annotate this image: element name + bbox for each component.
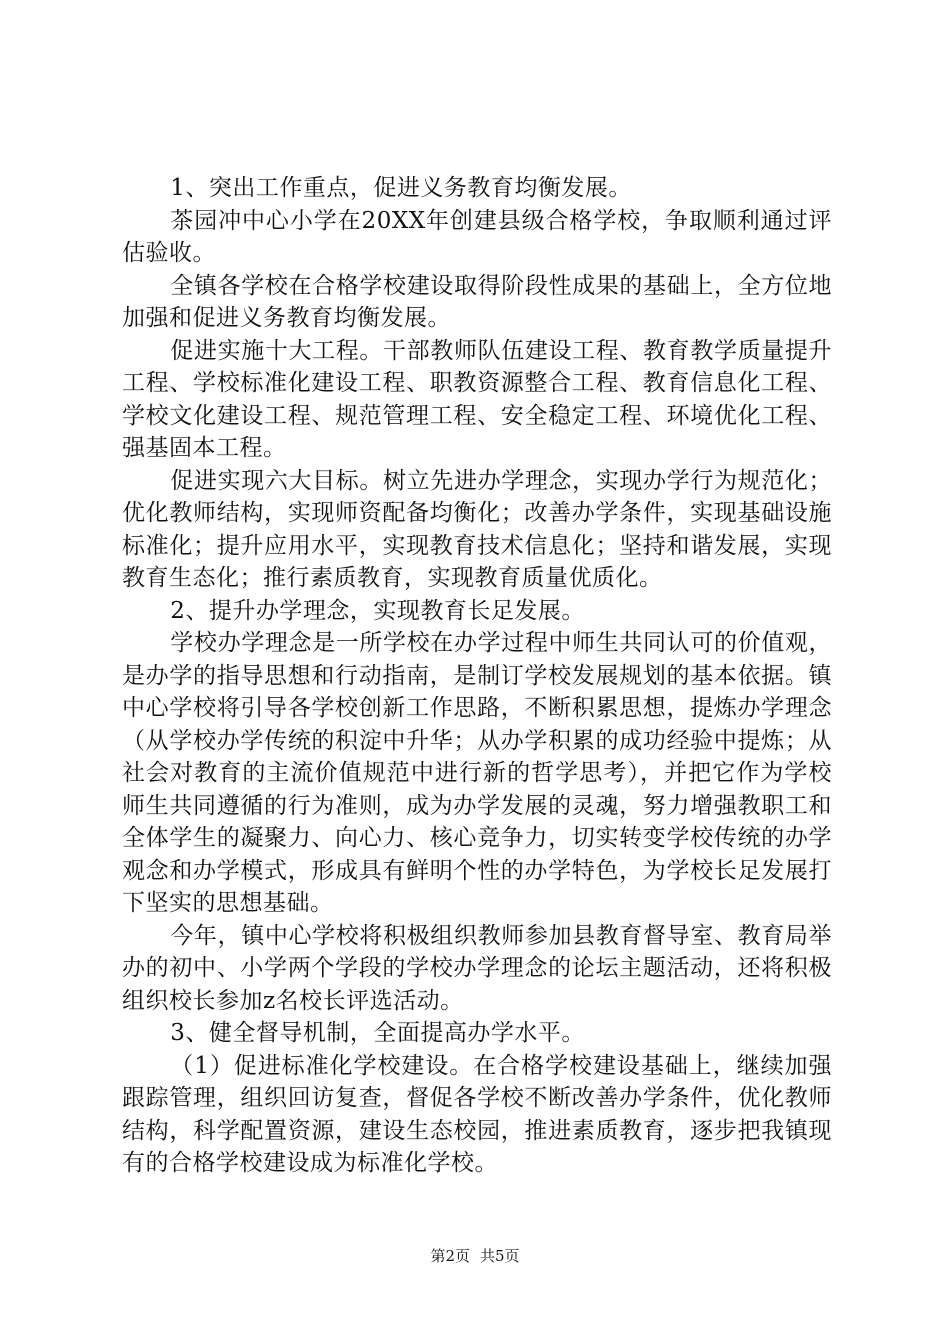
paragraph: 促进实施十大工程。干部教师队伍建设工程、教育教学质量提升工程、学校标准化建设工程、职教资源整合工程、教育信息化工程、学校文化建设工程、规范管理工程、安全稳定工程、环境优化工程、强基固本工程。 [122, 337, 832, 461]
paragraph: 茶园冲中心小学在20XX年创建县级合格学校，争取顺利通过评估验收。 [122, 207, 832, 266]
paragraph: （1）促进标准化学校建设。在合格学校建设基础上，继续加强跟踪管理，组织回访复查，督促各学校不断改善办学条件，优化教师结构，科学配置资源，建设生态校园，推进素质教育，逐步把我镇现有的合格学校建设成为标准化学校。 [122, 1052, 832, 1176]
paragraph-heading-2: 2、提升办学理念，实现教育长足发展。 [170, 597, 585, 624]
page-number-current: 第2页 [430, 1247, 470, 1265]
paragraph-heading-1: 1、突出工作重点，促进义务教育均衡发展。 [170, 175, 632, 201]
document-body [122, 172, 832, 1180]
paragraph-heading-3: 3、健全督导机制，全面提高办学水平。 [170, 1020, 585, 1046]
paragraph: 今年，镇中心学校将积极组织教师参加县教育督导室、教育局举办的初中、小学两个学段的学校办学理念的论坛主题活动，还将积极组织校长参加z名校长评选活动。 [122, 922, 832, 1014]
page-number-total: 共5页 [480, 1247, 520, 1265]
paragraph: 全镇各学校在合格学校建设取得阶段性成果的基础上，全方位地加强和促进义务教育均衡发展。 [122, 272, 832, 331]
paragraph: 促进实现六大目标。树立先进办学理念，实现办学行为规范化；优化教师结构，实现师资配备均衡化；改善办学条件，实现基础设施标准化；提升应用水平，实现教育技术信息化；坚持和谐发展，实现教育生态化；推行素质教育，实现教育质量优质化。 [122, 467, 832, 591]
page-footer [0, 1246, 950, 1266]
paragraph: 学校办学理念是一所学校在办学过程中师生共同认可的价值观，是办学的指导思想和行动指南，是制订学校发展规划的基本依据。镇中心学校将引导各学校创新工作思路，不断积累思想，提炼办学理念（从学校办学传统的积淀中升华；从办学积累的成功经验中提炼；从社会对教育的主流价值规范中进行新的哲学思考），并把它作为学校师生共同遵循的行为准则，成为办学发展的灵魂，努力增强教职工和全体学生的凝聚力、向心力、核心竞争力，切实转变学校传统的办学观念和办学模式，形成具有鲜明个性的办学特色，为学校长足发展打下坚实的思想基础。 [122, 630, 832, 916]
